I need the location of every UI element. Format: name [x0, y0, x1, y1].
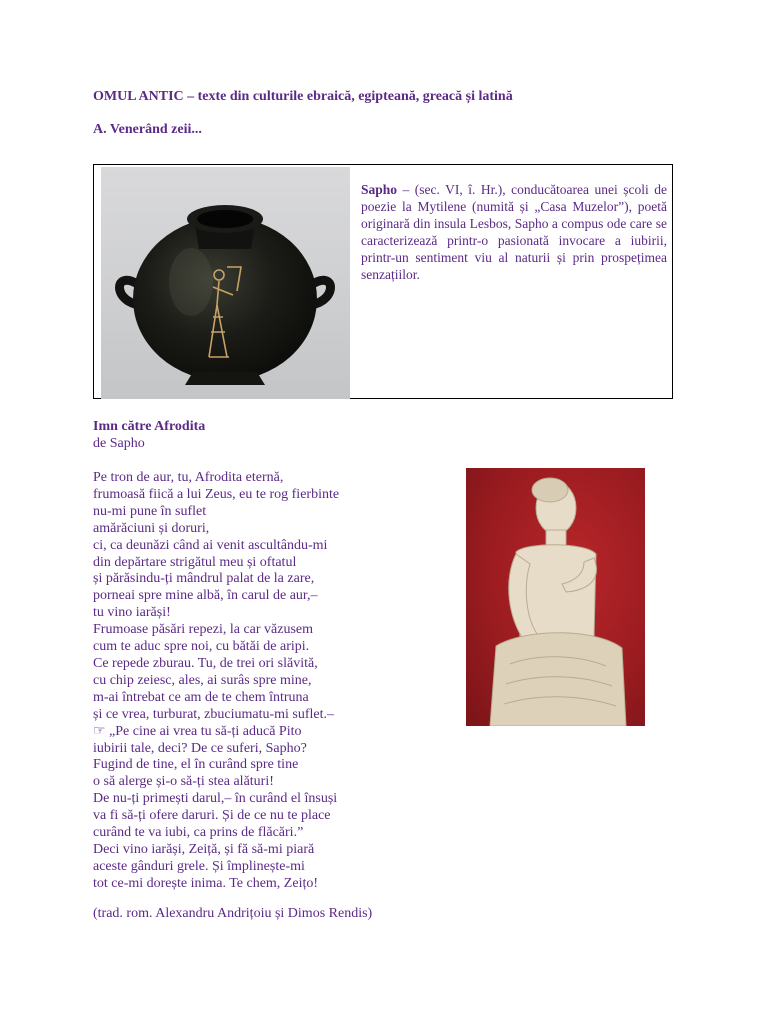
poem-line: porneai spre mine albă, în carul de aur,– [93, 588, 318, 604]
poem-line: Frumoase păsări repezi, la car văzusem [93, 622, 314, 638]
document-title: OMUL ANTIC – texte din culturile ebraică, egipteană, greacă și latină [93, 89, 513, 104]
poem-line: tot ce-mi dorește inima. Te chem, Zeițo! [93, 875, 319, 891]
poem-line: și părăsindu-ți mândrul palat de la zare, [93, 571, 315, 587]
poem-line: Deci vino iarăși, Zeiță, și fă să-mi piară [93, 841, 315, 857]
poem-line: va fi să-ți ofere daruri. Și de ce nu te place [93, 808, 331, 824]
poem-line: m-ai întrebat ce am de te chem întruna [93, 689, 309, 705]
poem-line: iubirii tale, deci? De ce suferi, Sapho? [93, 740, 307, 756]
poem-line: ☞ „Pe cine ai vrea tu să-ți aducă Pito [93, 723, 302, 739]
poem-line: frumoasă fiică a lui Zeus, eu te rog fierbinte [93, 486, 340, 502]
poem-line: Ce repede zburau. Tu, de trei ori slăvită, [93, 655, 318, 671]
poem-line: o să alerge și-o să-ți stea alături! [93, 774, 274, 790]
poem-line: Pe tron de aur, tu, Afrodita eternă, [93, 470, 284, 485]
poem-line: din depărtare strigătul meu și oftatul [93, 554, 297, 570]
poem-line: nu-mi pune în suflet [93, 503, 207, 519]
poem-line: și ce vrea, turburat, zbuciumatu-mi suflet.– [93, 706, 335, 722]
author-info-box [93, 164, 673, 399]
poem-line: tu vino iarăși! [93, 605, 171, 621]
author-bio [361, 181, 667, 283]
poem-line: aceste gânduri grele. Și împlinește-mi [93, 858, 305, 874]
vase-illustration [101, 167, 350, 399]
section-title: A. Venerând zeii... [93, 122, 202, 137]
poem-text [93, 470, 453, 893]
poem-line: De nu-ți primești darul,– în curând el însuși [93, 791, 338, 807]
poem-line: cu chip zeiesc, ales, ai surâs spre mine, [93, 672, 312, 688]
greek-vase-photo [101, 167, 350, 399]
poem-title: Imn către Afrodita [93, 419, 206, 434]
translator-credit: (trad. rom. Alexandru Andrițoiu și Dimos Rendis) [93, 906, 373, 921]
poem-author: de Sapho [93, 436, 145, 451]
poem-line: ci, ca deunăzi când ai venit ascultându-mi [93, 537, 328, 553]
poem-line: curând te va iubi, ca prins de flăcări.” [93, 825, 304, 841]
author-name: Sapho [361, 182, 398, 197]
statue-illustration [466, 468, 645, 726]
poem-line: Fugind de tine, el în curând spre tine [93, 757, 299, 773]
poem-line: amărăciuni și doruri, [93, 520, 210, 536]
poem-line: cum te aduc spre noi, cu bătăi de aripi. [93, 639, 310, 655]
author-bio-text: – (sec. VI, î. Hr.), conducătoarea unei școli de poezie la Mytilene (numită și „Casa Muzelor”), poetă originară din insula Lesbos, Sapho a compus ode care se caracterizează printr-o pasionată invocare a iubirii, printr-un sentiment viu al naturii și prin prospețimea senzațiilor. [361, 182, 667, 282]
aphrodite-statue-photo [466, 468, 645, 726]
